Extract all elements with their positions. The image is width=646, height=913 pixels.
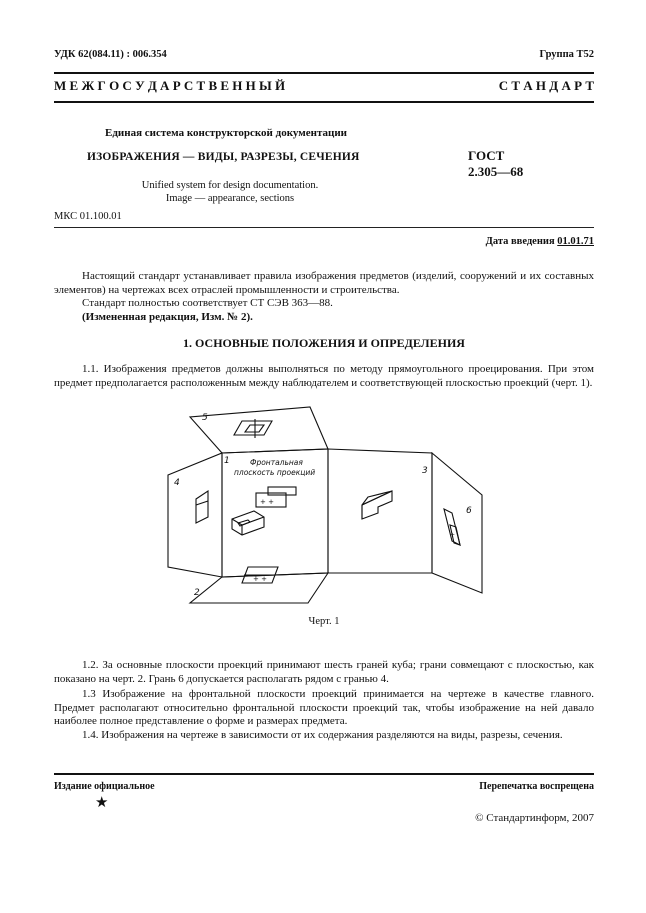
face-number-3: 3	[422, 466, 428, 476]
svg-text:+ +: + +	[253, 575, 267, 583]
left-view-shape	[196, 491, 208, 523]
mks-code: МКС 01.100.01	[54, 211, 122, 222]
footer-rule	[54, 773, 594, 775]
clause-1-4: 1.4. Изображения на чертеже в зависимости от их содержания разделяются на виды, разрезы, сечения.	[82, 729, 563, 741]
intro-paragraph-2: Стандарт полностью соответствует СТ СЭВ 363—88.	[82, 297, 333, 309]
top-view-shape	[234, 419, 272, 438]
face-number-6: 6	[466, 506, 472, 516]
intro-paragraph-1: Настоящий стандарт устанавливает правила изображения предметов (изделий, сооружений и их составных элементов) на чертежах всех отраслей промышленности и строительства.	[54, 270, 594, 296]
date-value: 01.01.71	[557, 236, 594, 247]
standard-banner	[54, 78, 594, 94]
gost-designation	[468, 148, 523, 180]
face-number-2: 2	[194, 588, 200, 598]
face-number-5: 5	[202, 413, 208, 423]
english-title	[110, 179, 350, 205]
right-view-shape	[362, 491, 392, 519]
reprint-forbidden: Перепечатка воспрещена	[479, 781, 594, 792]
intro-paragraph-3: (Измененная редакция, Изм. № 2).	[82, 311, 253, 323]
frontal-label-1: Фронтальная	[250, 458, 303, 467]
far-view-shape	[444, 509, 460, 545]
gost-label: ГОСТ	[468, 148, 505, 163]
english-title-line-2: Image — appearance, sections	[165, 193, 295, 204]
english-title-line-1: Unified system for design documentation.	[141, 180, 319, 191]
section-heading: 1. ОСНОВНЫЕ ПОЛОЖЕНИЯ И ОПРЕДЕЛЕНИЯ	[183, 336, 465, 350]
face-4-left	[168, 453, 222, 577]
face-3-right	[328, 449, 432, 573]
effective-date	[486, 236, 594, 247]
group-code: Группа Т52	[539, 49, 594, 60]
series-title: Единая система конструкторской документации	[105, 127, 347, 139]
date-label: Дата введения	[485, 236, 555, 247]
banner-word-1: М Е Ж Г О С У Д А Р С Т В Е Н Н Ы Й	[54, 78, 286, 93]
svg-text:+: +	[450, 532, 456, 539]
gost-number: 2.305—68	[468, 164, 524, 179]
copyright: © Стандартинформ, 2007	[475, 812, 594, 824]
face-number-4: 4	[174, 478, 180, 488]
figure-caption: Черт. 1	[308, 616, 340, 627]
clause-1-2: 1.2. За основные плоскости проекций принимают шесть граней куба; грани совмещают с плоскостью, как показано на черт. 2. Грань 6 допускается располагать рядом с гранью 4.	[54, 659, 594, 685]
mks-rule	[54, 227, 594, 228]
projection-cube-figure	[160, 405, 490, 605]
clause-1-1: 1.1. Изображения предметов должны выполняться по методу прямоугольного проецирования. При этом предмет предполагается расположенным между наблюдателем и соответствующей плоскостью проекций (черт. 1).	[54, 363, 594, 389]
official-edition: Издание официальное	[54, 781, 155, 792]
bottom-view-shape	[242, 567, 278, 583]
udk-code: УДК 62(084.11) : 006.354	[54, 49, 167, 60]
face-6-far	[432, 453, 482, 593]
clause-1-3: 1.3 Изображение на фронтальной плоскости проекций принимается на чертеже в качестве главного. Предмет располагают относительно фронтальной плоскости проекций так, чтобы изображение на ней давало наиболее полное представление о форме и размерах предмета.	[54, 688, 594, 727]
face-number-1: 1	[224, 456, 230, 466]
face-5-top	[190, 407, 328, 453]
document-title: ИЗОБРАЖЕНИЯ — ВИДЫ, РАЗРЕЗЫ, СЕЧЕНИЯ	[87, 151, 360, 163]
frontal-view-shape	[256, 487, 296, 507]
banner-word-2: С Т А Н Д А Р Т	[498, 78, 594, 93]
object-shape	[232, 511, 264, 535]
frontal-label-2: плоскость проекций	[234, 468, 316, 477]
banner-rule	[54, 101, 594, 103]
top-rule	[54, 72, 594, 74]
svg-text:+ +: + +	[260, 498, 274, 506]
star-icon: ★	[95, 795, 109, 811]
